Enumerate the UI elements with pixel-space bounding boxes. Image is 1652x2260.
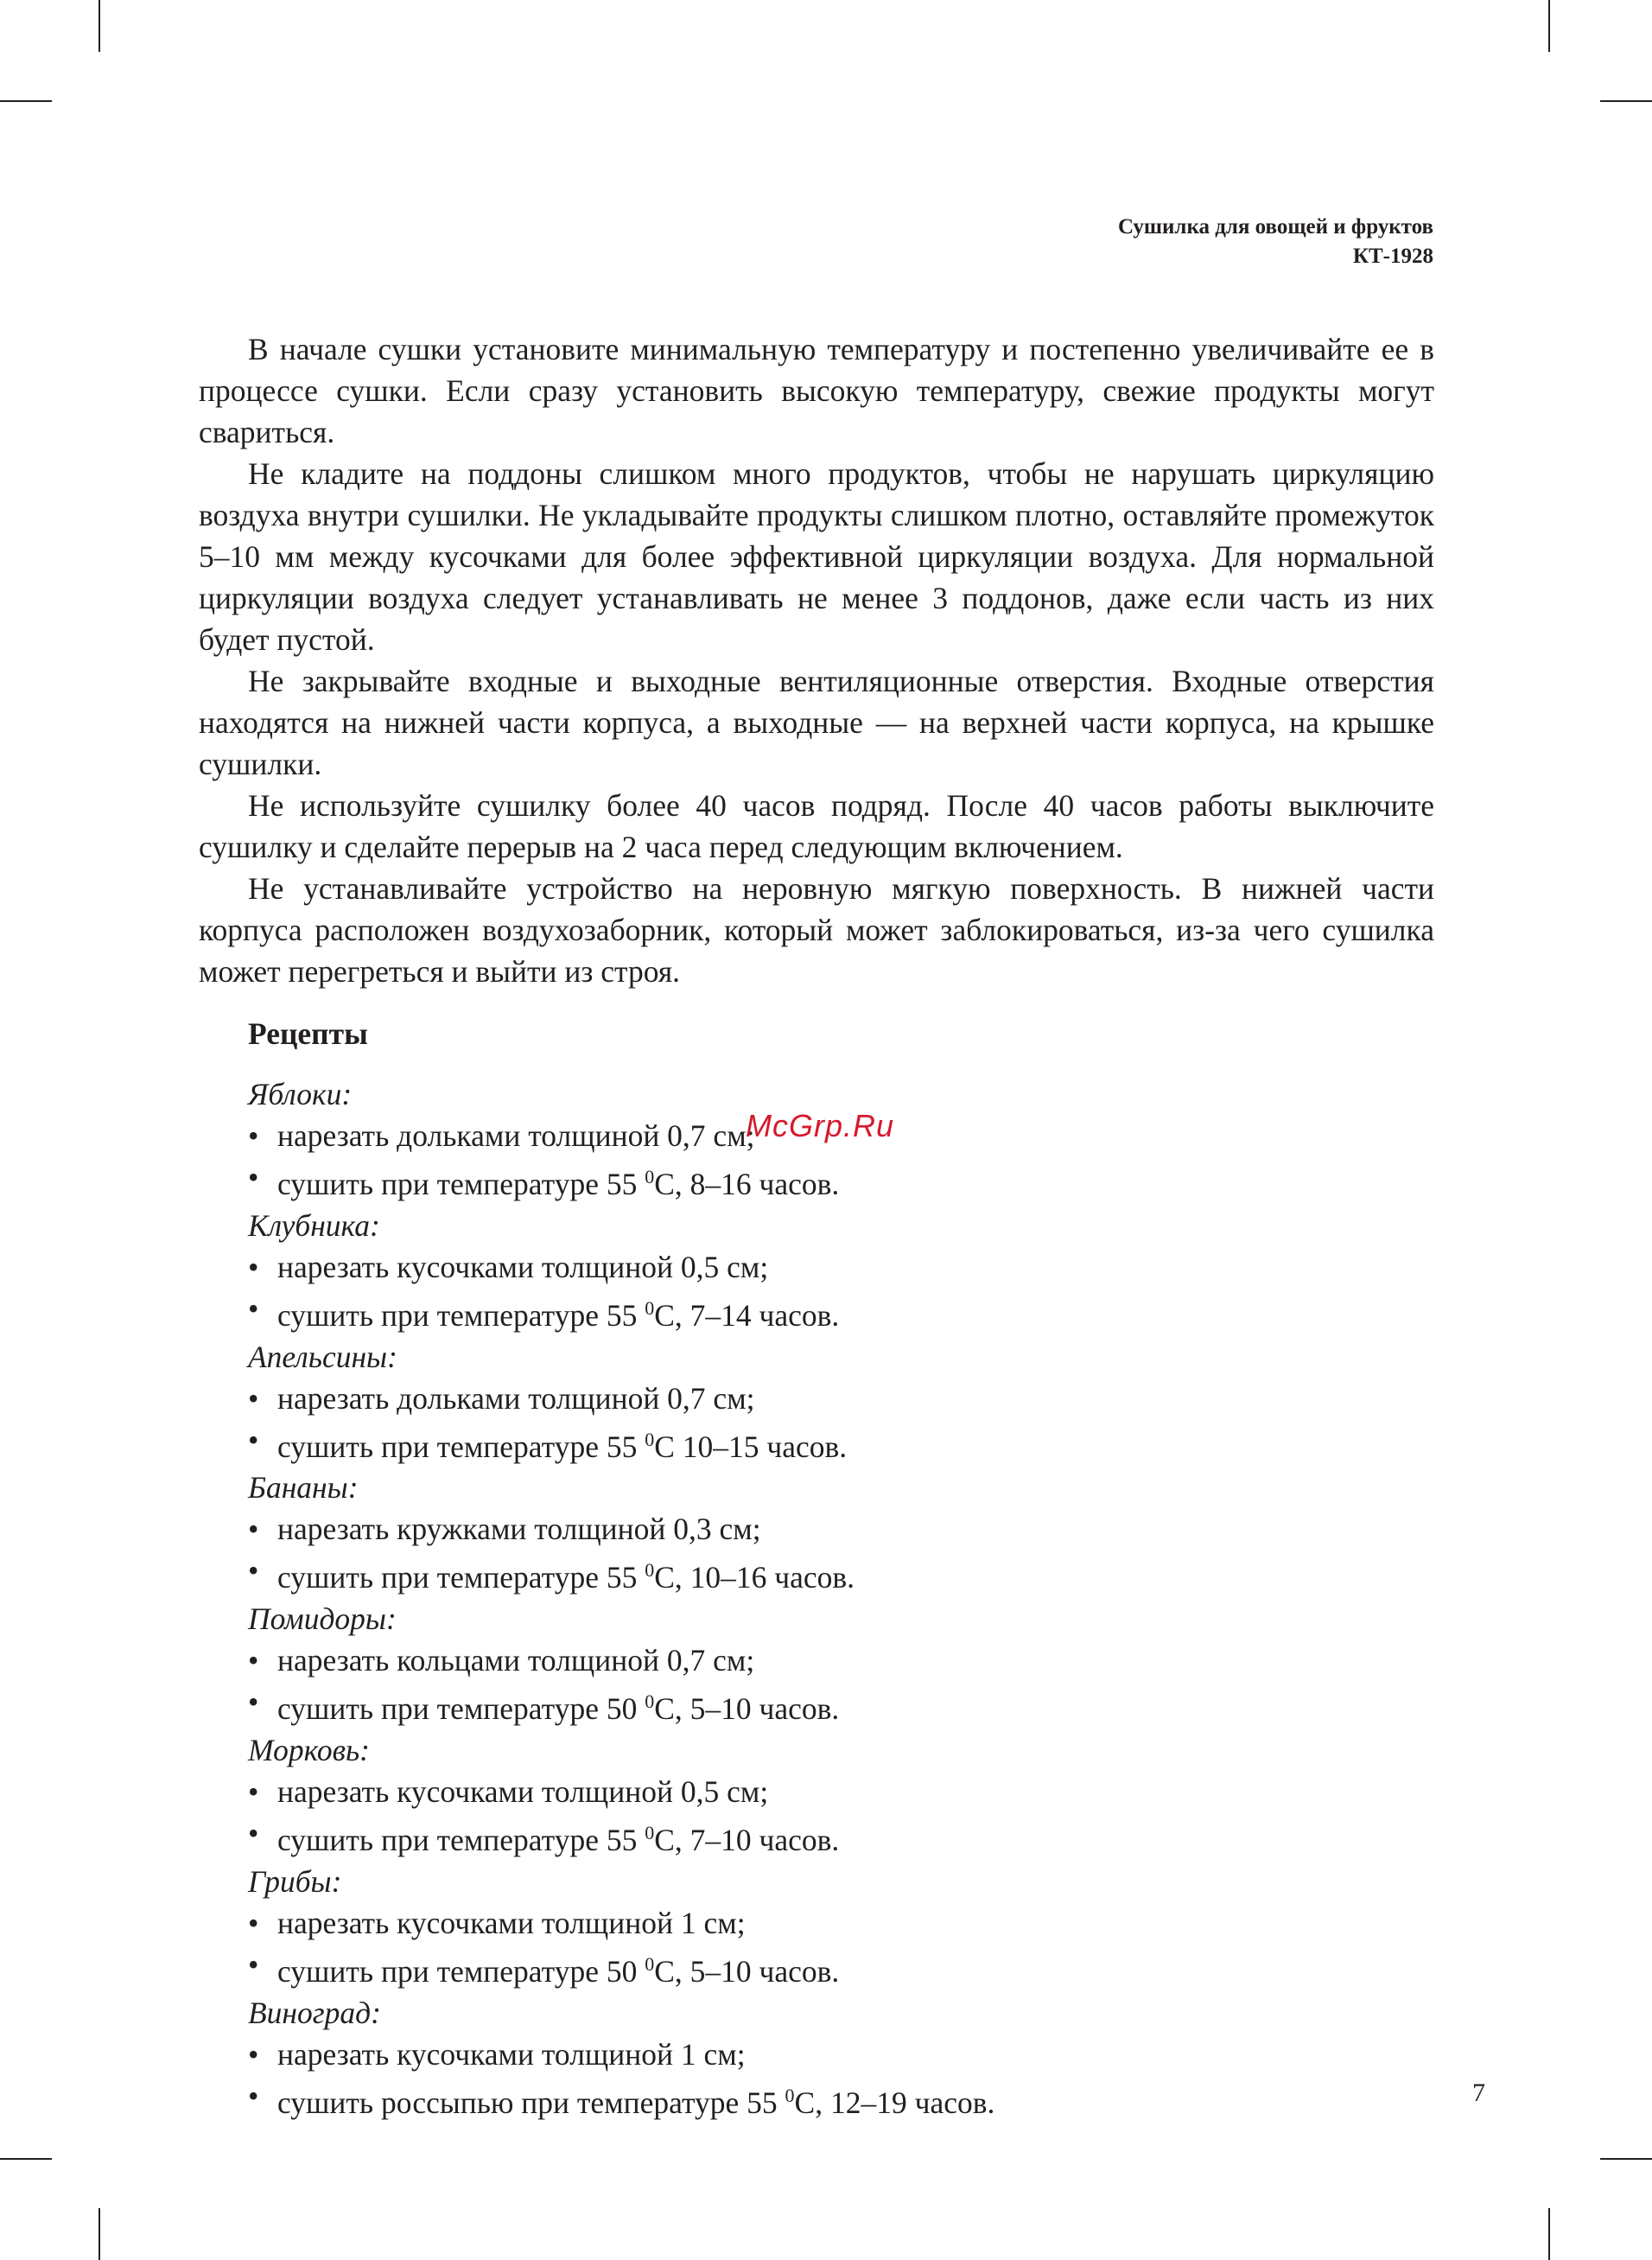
crop-mark-top-left-vertical [98,0,100,52]
recipe-item [248,1467,994,1598]
recipe-step-cut: • нарезать дольками толщиной 0,7 см; [248,1115,994,1156]
watermark: McGrp.Ru [746,1108,895,1143]
recipe-step-cut: • нарезать дольками толщиной 0,7 см; [248,1378,994,1419]
paragraph: Не закрывайте входные и выходные вентиляционные отверстия. Входные отверстия находятся на нижней части корпуса, а выходные — на верхней части корпуса, на крышке сушилки. [199,664,1434,781]
crop-mark-bottom-left-vertical [98,2208,100,2260]
crop-mark-top-left-horizontal [0,100,52,102]
recipe-item [248,1861,994,1992]
recipe-step-cut: • нарезать кусочками толщиной 0,5 см; [248,1771,994,1812]
page-number: 7 [1472,2079,1485,2107]
recipe-item [248,1336,994,1467]
instructions-text [199,328,1434,992]
recipe-item [248,1598,994,1729]
crop-mark-top-right-vertical [1548,0,1550,52]
running-header [1118,213,1433,271]
recipe-step-dry: • сушить при температуре 55 $^0$С 10–15 часов. [248,1419,994,1467]
recipe-step-cut: • нарезать кружками толщиной 0,3 см; [248,1508,994,1550]
paragraph: В начале сушки установите минимальную температуру и постепенно увеличивайте ее в процессе сушки. Если сразу установить высокую температуру, свежие продукты могут свариться. [199,332,1434,449]
paragraph: Не устанавливайте устройство на неровную мягкую поверхность. В нижней части корпуса расположен воздухозаборник, который может заблокироваться, из-за чего сушилка может перегреться и выйти из строя. [199,871,1434,989]
recipe-step-cut: • нарезать кусочками толщиной 0,5 см; [248,1246,994,1288]
recipe-name: Морковь: [248,1733,370,1768]
header-title: Сушилка для овощей и фруктов [1117,215,1433,239]
crop-mark-bottom-left-horizontal [0,2158,52,2160]
recipe-item [248,1729,994,1861]
recipe-step-cut: • нарезать кусочками толщиной 1 см; [248,2034,994,2075]
header-model: КТ-1928 [1352,245,1433,268]
recipe-name: Помидоры: [248,1601,397,1637]
recipe-name: Виноград: [248,1995,381,2030]
recipe-name: Клубника: [248,1207,380,1243]
crop-mark-top-right-horizontal [1600,100,1652,102]
paragraph: Не используйте сушилку более 40 часов подряд. После 40 часов работы выключите сушилку и сделайте перерыв на 2 часа перед следующим включением. [199,788,1434,864]
crop-mark-bottom-right-vertical [1548,2208,1550,2260]
paragraph: Не кладите на поддоны слишком много продуктов, чтобы не нарушать циркуляцию воздуха внутри сушилки. Не укладывайте продукты слишком плотно, оставляйте промежуток 5–10 мм между кусочками для более эффективной циркуляции воздуха. Для нормальной циркуляции воздуха следует устанавливать не менее 3 поддонов, даже если часть из них будет пустой. [199,456,1434,657]
recipe-step-dry: • сушить россыпью при температуре 55 $^0$С, 12–19 часов. [248,2075,994,2123]
recipe-name: Грибы: [248,1863,342,1899]
recipe-step-dry: • сушить при температуре 55 $^0$С, 8–16 часов. [248,1156,994,1205]
recipe-name: Яблоки: [248,1077,353,1111]
recipe-step-cut: • нарезать кусочками толщиной 1 см; [248,1902,994,1944]
recipe-step-dry: • сушить при температуре 55 $^0$С, 7–14 часов. [248,1288,994,1336]
recipe-step-dry: • сушить при температуре 55 $^0$С, 7–10 часов. [248,1812,994,1861]
recipe-name: Апельсины: [248,1339,397,1374]
recipe-step-cut: • нарезать кольцами толщиной 0,7 см; [248,1639,994,1681]
recipe-step-dry: • сушить при температуре 50 $^0$С, 5–10 часов. [248,1944,994,1992]
recipe-name: Бананы: [248,1470,359,1506]
crop-mark-bottom-right-horizontal [1600,2158,1652,2160]
recipe-item [248,1205,994,1336]
recipe-step-dry: • сушить при температуре 50 $^0$С, 5–10 часов. [248,1681,994,1729]
recipes-heading: Рецепты [248,1016,368,1051]
recipes-list [248,1073,994,2123]
recipe-step-dry: • сушить при температуре 55 $^0$С, 10–16 часов. [248,1550,994,1598]
recipe-item [248,1992,994,2123]
